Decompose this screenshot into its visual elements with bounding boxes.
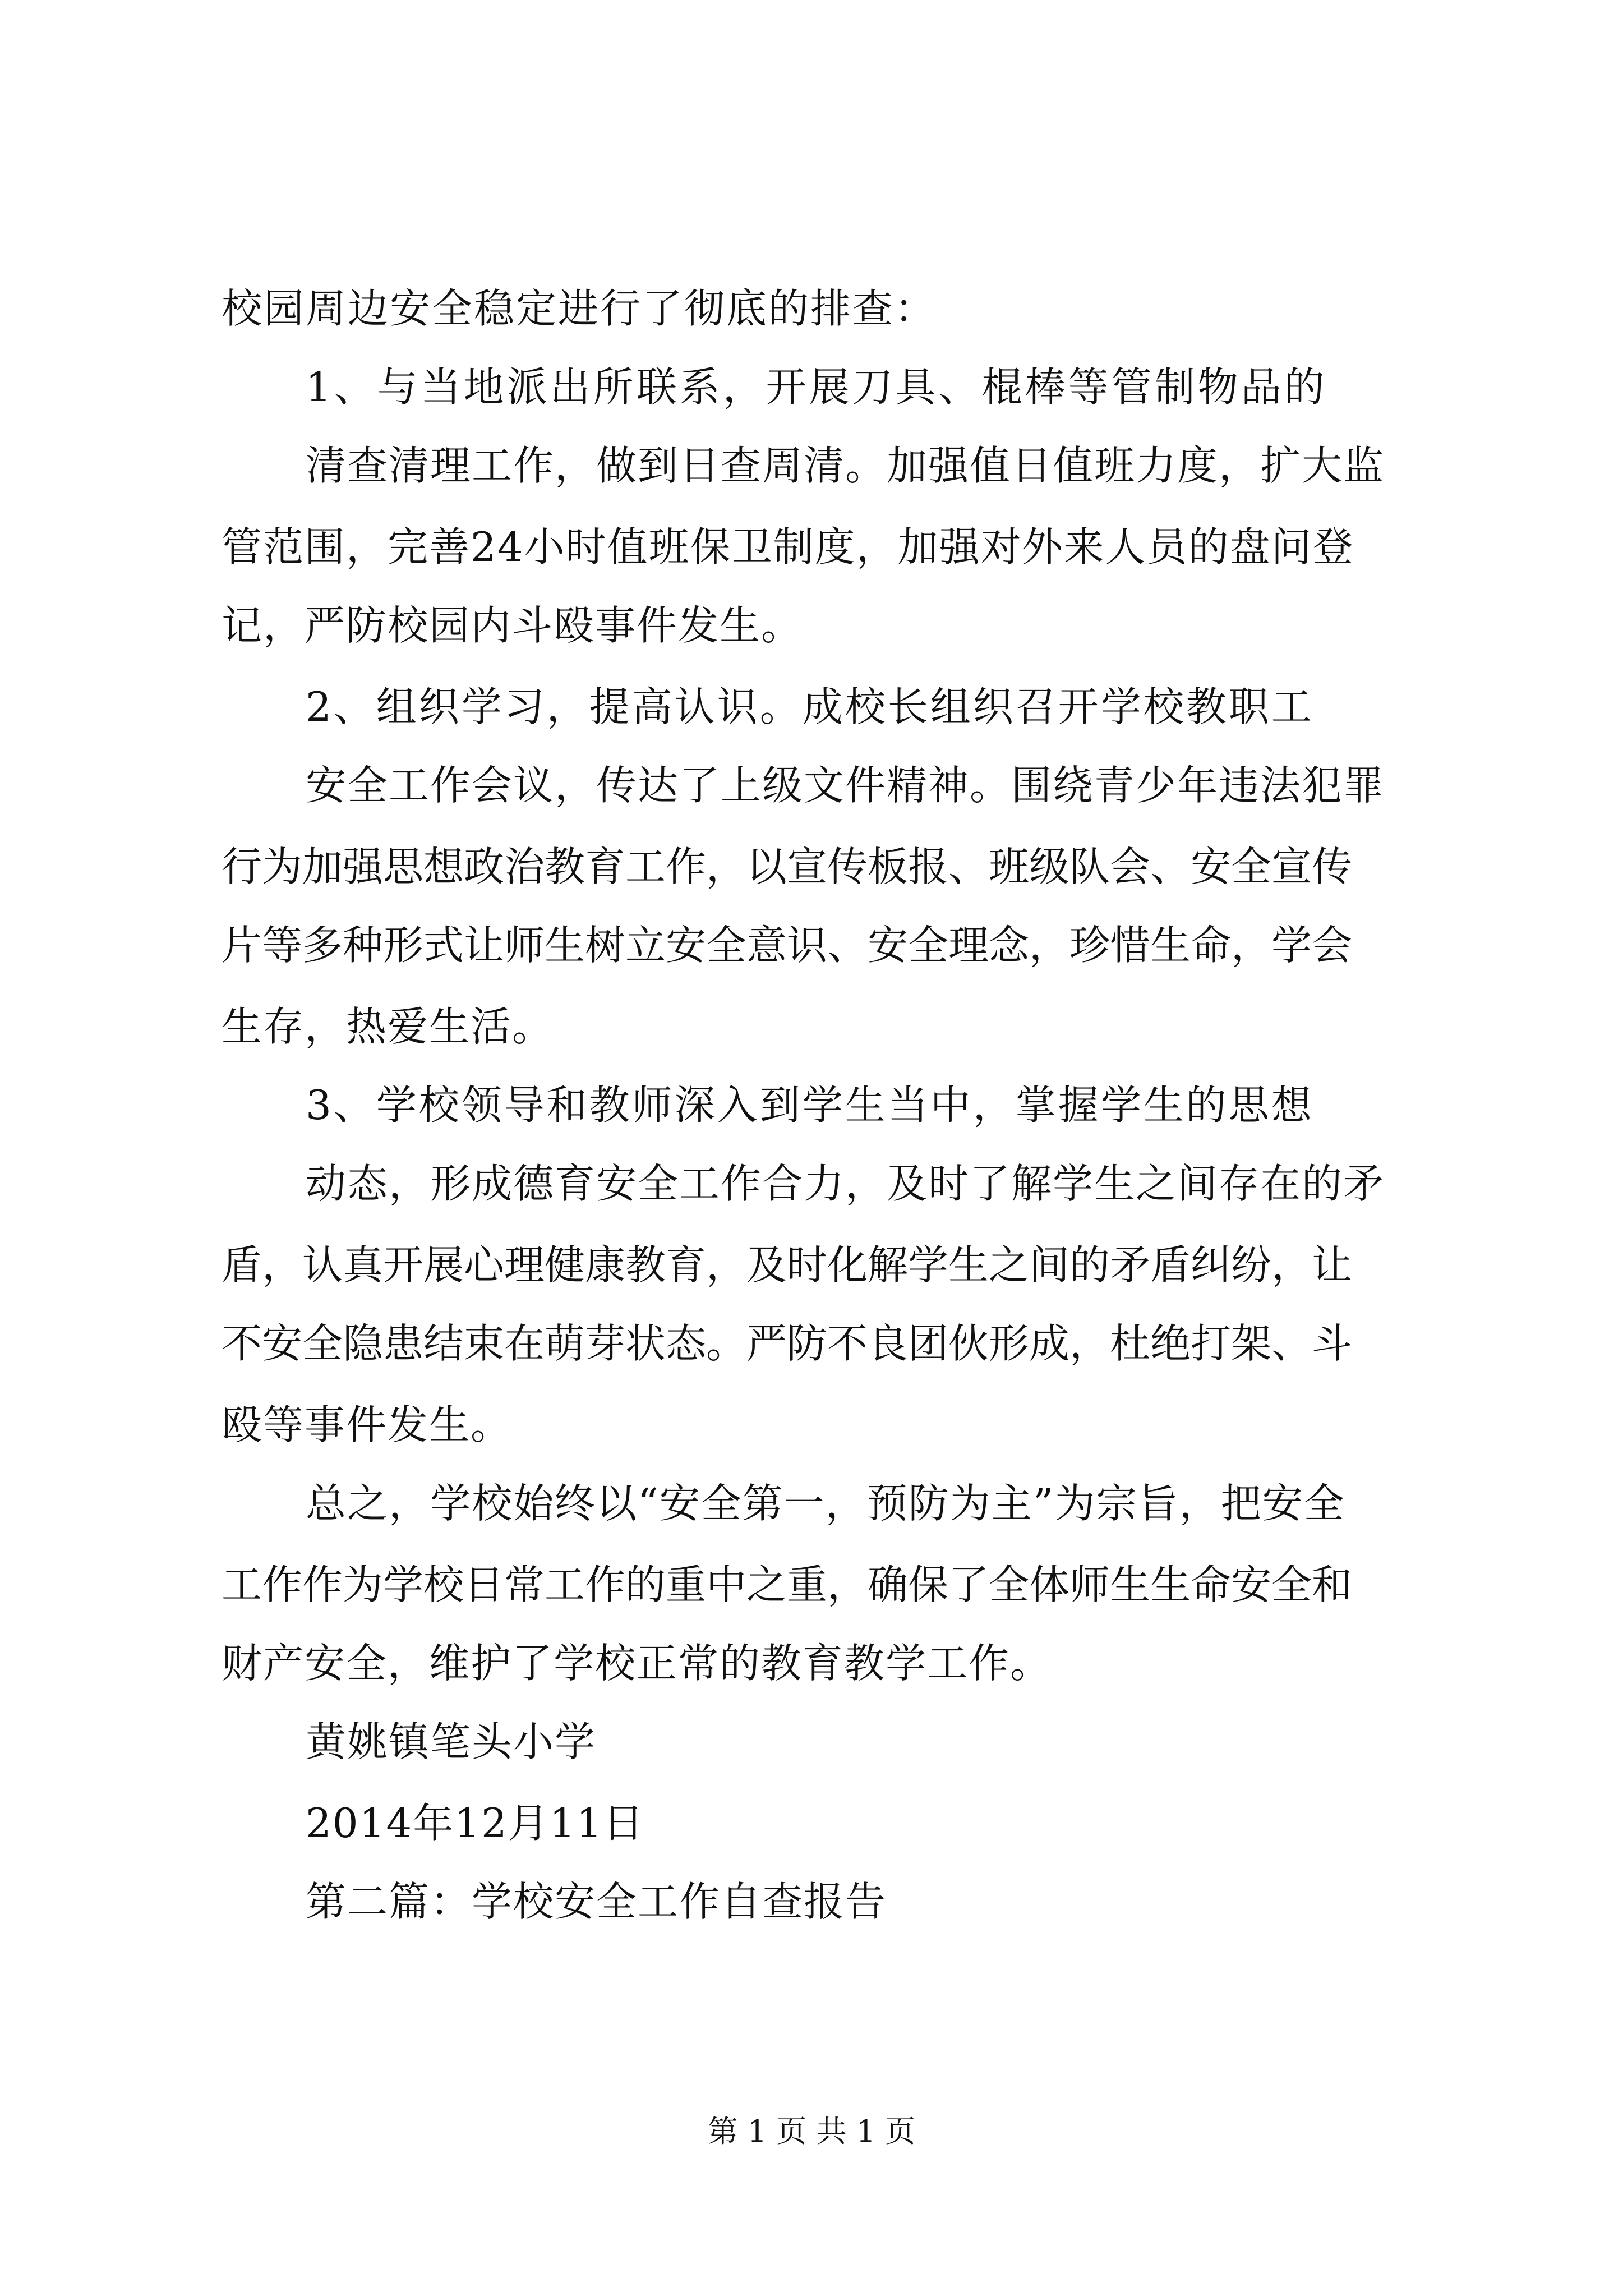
text-line: 总之，学校始终以“安全第一，预防为主”为宗旨，把安全 [306,1480,1345,1527]
text-line: 2、组织学习，提高认识。成校长组织召开学校教职工 [306,683,1314,730]
text-line: 工作作为学校日常工作的重中之重，确保了全体师生生命安全和 [222,1561,1353,1608]
text-line: 不安全隐患结束在萌芽状态。严防不良团伙形成，杜绝打架、斗 [222,1320,1353,1367]
text-line: 殴等事件发生。 [222,1401,513,1448]
signature-line: 黄姚镇笔头小学 [306,1718,597,1765]
text-line: 片等多种形式让师生树立安全意识、安全理念，珍惜生命，学会 [222,922,1353,969]
text-line: 记，严防校园内斗殴事件发生。 [222,602,803,649]
text-line: 校园周边安全稳定进行了彻底的排查： [222,285,937,332]
text-line: 1、与当地派出所联系，开展刀具、棍棒等管制物品的 [306,364,1327,411]
text-line: 生存，热爱生活。 [222,1003,554,1050]
text-line: 安全工作会议，传达了上级文件精神。围绕青少年违法犯罪 [306,762,1385,809]
page-number-footer: 第 1 页 共 1 页 [707,2114,916,2149]
date-line: 2014年12月11日 [306,1800,645,1847]
text-line: 清查清理工作，做到日查周清。加强值日值班力度，扩大监 [306,442,1385,489]
text-line: 管范围，完善24小时值班保卫制度，加强对外来人员的盘问登 [222,523,1354,570]
text-line: 财产安全，维护了学校正常的教育教学工作。 [222,1640,1052,1687]
text-line: 动态，形成德育安全工作合力，及时了解学生之间存在的矛 [306,1160,1385,1207]
text-line: 3、学校领导和教师深入到学生当中，掌握学生的思想 [306,1082,1314,1129]
text-line: 盾，认真开展心理健康教育，及时化解学生之间的矛盾纠纷，让 [222,1241,1353,1289]
section-heading: 第二篇：学校安全工作自查报告 [306,1878,887,1925]
text-line: 行为加强思想政治教育工作，以宣传板报、班级队会、安全宣传 [222,843,1353,890]
